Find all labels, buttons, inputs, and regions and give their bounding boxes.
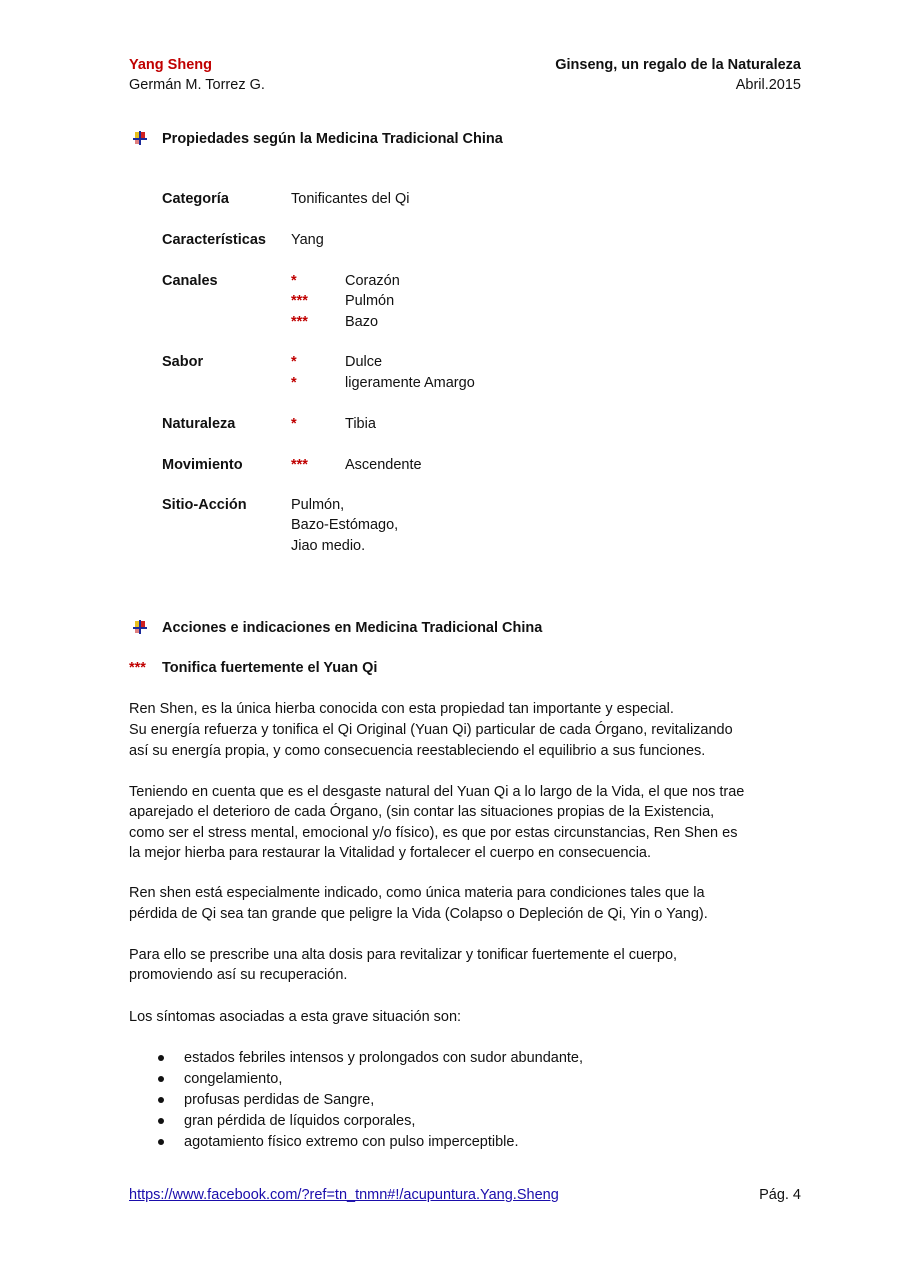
bullet-dot-icon <box>158 1118 164 1124</box>
property-label: Características <box>162 232 266 248</box>
list-item: agotamiento físico extremo con pulso imperceptible. <box>184 1134 519 1150</box>
paragraph-line: promoviendo así su recuperación. <box>129 967 348 983</box>
property-value: Pulmón, <box>291 497 345 513</box>
property-label: Canales <box>162 273 218 289</box>
property-label: Naturaleza <box>162 416 236 432</box>
property-value: Bazo-Estómago, <box>291 517 399 533</box>
star-rating: *** <box>129 660 146 676</box>
paragraph-line: Ren Shen, es la única hierba conocida con esta propiedad tan importante y especial. <box>129 701 674 717</box>
facebook-link[interactable]: https://www.facebook.com/?ref=tn_tnmn#!/acupuntura.Yang.Sheng <box>129 1187 559 1203</box>
list-item: profusas perdidas de Sangre, <box>184 1092 375 1108</box>
property-label: Movimiento <box>162 457 243 473</box>
bullet-dot-icon <box>158 1076 164 1082</box>
property-label: Sitio-Acción <box>162 497 247 513</box>
paragraph-line: Ren shen está especialmente indicado, como única materia para condiciones tales que la <box>129 885 705 901</box>
star-rating: * <box>291 416 297 432</box>
paragraph-line: Teniendo en cuenta que es el desgaste natural del Yuan Qi a lo largo de la Vida, el que nos trae <box>129 784 745 800</box>
property-value: Corazón <box>345 273 400 289</box>
section-heading: Propiedades según la Medicina Tradicional China <box>162 131 503 147</box>
section-heading: Acciones e indicaciones en Medicina Tradicional China <box>162 620 543 636</box>
subheading: Tonifica fuertemente el Yuan Qi <box>162 660 378 676</box>
property-value: Tibia <box>345 416 376 432</box>
property-label: Sabor <box>162 354 204 370</box>
bullet-cross-icon <box>133 620 147 634</box>
property-value: Ascendente <box>345 457 422 473</box>
header-brand: Yang Sheng <box>129 57 212 73</box>
paragraph-line: como ser el stress mental, emocional y/o físico), es que por estas circunstancias, Ren Shen es <box>129 825 738 841</box>
property-value: ligeramente Amargo <box>345 375 475 391</box>
star-rating: * <box>291 375 297 391</box>
page-number: Pág. 4 <box>759 1187 801 1203</box>
paragraph-line: Para ello se prescribe una alta dosis para revitalizar y tonificar fuertemente el cuerpo, <box>129 947 678 963</box>
property-value: Jiao medio. <box>291 538 366 554</box>
property-value: Pulmón <box>345 293 395 309</box>
bullet-cross-icon <box>133 131 147 145</box>
star-rating: *** <box>291 293 308 309</box>
property-label: Categoría <box>162 191 229 207</box>
header-date: Abril.2015 <box>735 77 801 93</box>
paragraph-line: Los síntomas asociadas a esta grave situación son: <box>129 1009 462 1025</box>
paragraph-line: aparejado el deterioro de cada Órgano, (sin contar las situaciones propias de la Existencia, <box>129 804 715 820</box>
bullet-dot-icon <box>158 1139 164 1145</box>
list-item: gran pérdida de líquidos corporales, <box>184 1113 416 1129</box>
header-document-title: Ginseng, un regalo de la Naturaleza <box>555 57 801 73</box>
bullet-dot-icon <box>158 1097 164 1103</box>
property-value: Bazo <box>345 314 379 330</box>
property-value: Yang <box>291 232 324 248</box>
list-item: congelamiento, <box>184 1071 283 1087</box>
property-value: Dulce <box>345 354 383 370</box>
star-rating: * <box>291 273 297 289</box>
bullet-dot-icon <box>158 1055 164 1061</box>
list-item: estados febriles intensos y prolongados con sudor abundante, <box>184 1050 584 1066</box>
star-rating: * <box>291 354 297 370</box>
paragraph-line: Su energía refuerza y tonifica el Qi Original (Yuan Qi) particular de cada Órgano, revitalizando <box>129 722 733 738</box>
paragraph-line: pérdida de Qi sea tan grande que peligre la Vida (Colapso o Depleción de Qi, Yin o Yang). <box>129 906 708 922</box>
star-rating: *** <box>291 457 308 473</box>
star-rating: *** <box>291 314 308 330</box>
paragraph-line: así su energía propia, y como consecuencia reestableciendo el equilibrio a sus funciones. <box>129 743 706 759</box>
property-value: Tonificantes del Qi <box>291 191 410 207</box>
paragraph-line: la mejor hierba para restaurar la Vitalidad y fortalecer el cuerpo en consecuencia. <box>129 845 652 861</box>
header-author: Germán M. Torrez G. <box>129 77 265 93</box>
